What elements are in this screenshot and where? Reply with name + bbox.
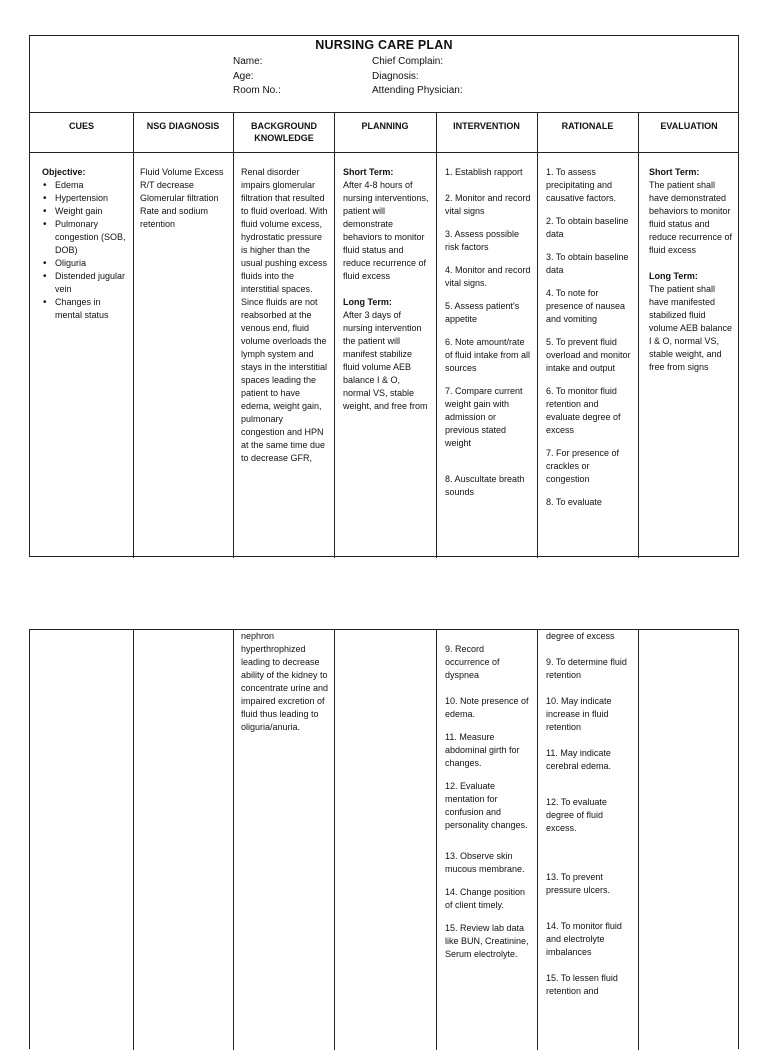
col-divider xyxy=(133,630,134,1050)
rationale-item: 11. May indicate cerebral edema. xyxy=(546,748,612,771)
planning-short-label: Short Term: xyxy=(343,167,394,177)
rationale-item: 12. To evaluate degree of fluid excess. xyxy=(546,797,607,833)
diagnosis-label: Diagnosis: xyxy=(372,70,419,82)
care-plan-page-2 xyxy=(29,629,739,1049)
intervention-continued xyxy=(445,643,531,961)
evaluation-long-label: Long Term: xyxy=(649,271,698,281)
planning-long-label: Long Term: xyxy=(343,297,392,307)
column-header-rationale: RATIONALE xyxy=(561,121,614,131)
rationale-item: degree of excess xyxy=(546,631,615,641)
column-header-divider xyxy=(30,152,738,153)
col-divider xyxy=(436,630,437,1050)
cue-item: • Hypertension xyxy=(42,192,130,205)
planning-cell xyxy=(343,166,429,413)
intervention-item: 10. Note presence of edema. xyxy=(445,696,529,719)
background-knowledge-continued: nephron hyperthrophized leading to decrease ability of the kidney to concentrate urine and impaired excretion of fluid thus leading to oliguria/anuria. xyxy=(241,631,329,732)
intervention-item: 6. Note amount/rate of fluid intake from all sources xyxy=(445,337,531,373)
intervention-item: 12. Evaluate mentation for confusion and personality changes. xyxy=(445,781,528,830)
rationale-item: 14. To monitor fluid and electrolyte imbalances xyxy=(546,921,622,957)
planning-long-text: After 3 days of nursing intervention the patient will manifest stabilize fluid volume AEB balance I & O, normal VS, stable weight, and free from xyxy=(343,310,428,411)
nsg-diagnosis-cell: Fluid Volume Excess R/T decrease Glomerular filtration Rate and sodium retention xyxy=(140,167,224,229)
chief-complain-label: Chief Complain: xyxy=(372,56,444,67)
intervention-item: 5. Assess patient's appetite xyxy=(445,301,520,324)
intervention-item: 1. Establish rapport xyxy=(445,167,523,177)
col-divider xyxy=(638,630,639,1050)
cues-cell xyxy=(42,166,130,322)
patient-info-right xyxy=(372,55,463,99)
rationale-item: 10. May indicate increase in fluid retention xyxy=(546,696,612,732)
age-label: Age: xyxy=(233,70,254,82)
col-divider xyxy=(233,112,234,558)
evaluation-long-text: The patient shall have manifested stabilized fluid volume AEB balance I & O, normal VS, stable weight, and free from signs xyxy=(649,284,733,372)
rationale-item: 6. To monitor fluid retention and evaluate degree of excess xyxy=(546,386,621,435)
intervention-item: 3. Assess possible risk factors xyxy=(445,229,520,252)
evaluation-short-text: The patient shall have demonstrated behaviors to monitor fluid status and reduce recurrence of fluid excess xyxy=(649,180,733,255)
intervention-item: 7. Compare current weight gain with admission or previous stated weight xyxy=(445,386,523,448)
rationale-item: 1. To assess precipitating and causative factors. xyxy=(546,167,617,203)
intervention-cell xyxy=(445,166,531,499)
intervention-item: 13. Observe skin mucous membrane. xyxy=(445,851,525,874)
column-header-intervention: INTERVENTION xyxy=(453,121,520,131)
cue-item: • Weight gain xyxy=(42,205,130,218)
cue-item: • Oliguria xyxy=(42,257,130,270)
planning-short-text: After 4-8 hours of nursing interventions, patient will demonstrate behaviors to monitor fluid status and reduce recurrence of fluid excess xyxy=(343,180,429,281)
cue-item: • Pulmonary congestion (SOB, DOB) xyxy=(42,218,130,257)
rationale-item: 7. For presence of crackles or congestion xyxy=(546,448,620,484)
rationale-cell xyxy=(546,166,632,509)
header-divider xyxy=(30,112,738,113)
column-header-planning: PLANNING xyxy=(361,121,409,131)
evaluation-cell xyxy=(649,166,735,374)
col-divider xyxy=(537,112,538,558)
intervention-item: 8. Auscultate breath sounds xyxy=(445,474,525,497)
col-divider xyxy=(436,112,437,558)
cue-item: • Distended jugular vein xyxy=(42,270,130,296)
column-header-evaluation: EVALUATION xyxy=(660,121,718,131)
room-label: Room No.: xyxy=(233,85,281,96)
rationale-item: 2. To obtain baseline data xyxy=(546,216,629,239)
cue-item: • Changes in mental status xyxy=(42,296,130,322)
intervention-item: 9. Record occurrence of dyspnea xyxy=(445,644,500,680)
rationale-item: 3. To obtain baseline data xyxy=(546,252,629,275)
physician-label: Attending Physician: xyxy=(372,85,463,96)
rationale-item: 5. To prevent fluid overload and monitor intake and output xyxy=(546,337,631,373)
page-title: NURSING CARE PLAN xyxy=(315,38,453,52)
intervention-item: 4. Monitor and record vital signs. xyxy=(445,265,531,288)
intervention-item: 2. Monitor and record vital signs xyxy=(445,193,531,216)
rationale-continued xyxy=(546,630,632,998)
cues-heading: Objective: xyxy=(42,167,86,177)
col-divider xyxy=(233,630,234,1050)
rationale-item: 15. To lessen fluid retention and xyxy=(546,973,618,996)
column-header-background: BACKGROUND KNOWLEDGE xyxy=(251,121,317,143)
column-header-cues: CUES xyxy=(68,121,94,131)
evaluation-short-label: Short Term: xyxy=(649,167,700,177)
rationale-item: 8. To evaluate xyxy=(546,497,602,507)
rationale-item: 13. To prevent pressure ulcers. xyxy=(546,872,611,895)
col-divider xyxy=(334,112,335,558)
intervention-item: 11. Measure abdominal girth for changes. xyxy=(445,732,520,768)
col-divider xyxy=(334,630,335,1050)
cue-item: • Edema xyxy=(42,179,130,192)
background-knowledge-cell: Renal disorder impairs glomerular filtration that resulted to fluid overload. With fluid volume excess, hydrostatic pressure is higher than the usual pushing excess fluids into the interstitial spaces. Since fluids are not reabsorbed at the venous end, fluid volume overloads the lymph system and stays in the interstitial spaces leading the patient to have edema, weight gain, pulmonary congestion and HPN at the same time due to decrease GFR, xyxy=(241,167,328,463)
patient-info-left xyxy=(233,55,281,99)
intervention-item: 14. Change position of client timely. xyxy=(445,887,526,910)
name-label: Name: xyxy=(233,56,263,67)
col-divider xyxy=(537,630,538,1050)
intervention-item: 15. Review lab data like BUN, Creatinine, Serum electrolyte. xyxy=(445,923,529,959)
rationale-item: 4. To note for presence of nausea and vomiting xyxy=(546,288,626,324)
care-plan-page-1 xyxy=(29,35,739,557)
col-divider xyxy=(133,112,134,558)
rationale-item: 9. To determine fluid retention xyxy=(546,657,627,680)
column-header-nsg-diagnosis: NSG DIAGNOSIS xyxy=(146,121,220,131)
col-divider xyxy=(638,112,639,558)
